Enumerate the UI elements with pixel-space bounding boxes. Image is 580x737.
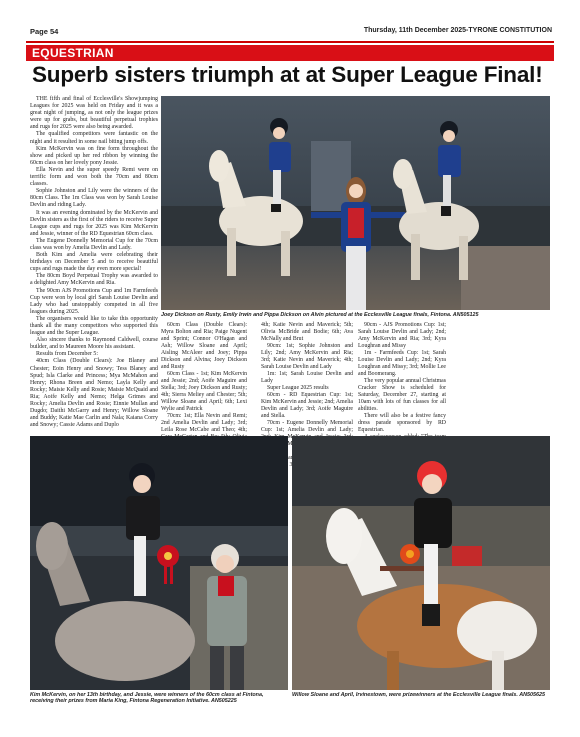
paragraph: Sophie Johnston and Lily were the winners of the 80cm Class. The 1m Class was won by Sarah Louise Devlin and riding Lady. [30, 188, 158, 209]
paragraph: The Eugene Donnelly Memorial Cup for the 70cm class was won by Amelia Devlin and Lady. [30, 237, 158, 251]
article-column-1 [30, 96, 158, 428]
paragraph: The very popular annual Christmas Cracker Show is scheduled for Saturday, December 27, starting at 10am with lots of fun classes for all abilities. [358, 378, 446, 412]
paragraph: 60cm - RD Equestrian Cup: 1st; Kim McKervin and Jessie; 2nd; Amelia Devlin and Lady; 3rd; Aoife Maguire and Stella. [261, 392, 353, 419]
paragraph: Results from December 5: [36, 351, 98, 358]
bottom-left-caption: Kim McKervin, on her 13th birthday, and Jessie, were winners of the 60cm class at Fintona, receiving their prizes from Maria King, Fintona Regeneration Initiative. AN505225 [30, 692, 264, 705]
paragraph: The 80cm Boyd Perpetual Trophy was awarded to a delighted Amy McKervin and Ria. [30, 273, 158, 287]
article-column-3 [261, 322, 353, 434]
header-rule [26, 41, 554, 43]
rider-pony-illustration [292, 436, 550, 690]
paragraph: Also sincere thanks to Raymond Caldwell, course builder, and to Maureen Moore his assistant. [30, 337, 158, 351]
paragraph: The organisers would like to take this opportunity thank all the many competitors who supported this league and the Super League. [30, 315, 158, 337]
paragraph: 90cm - AJS Promotions Cup: 1st; Sarah Louise Devlin and Lady; 2nd; Amy McKervin and Ria; 3rd; Kyra Loughran and Missy [358, 322, 446, 349]
paragraph: Ella Nevin and the super speedy Remi were on terrific form and won both the 70cm and 80cm classes. [30, 166, 158, 188]
paragraph: 1m: 1st; Sarah Louise Devlin and Lady [261, 371, 353, 384]
article-column-4 [358, 322, 446, 434]
paragraph: THE fifth and final of Ecclesville's Showjumping Leagues for 2025 was held on Friday and it was a great night of jumping, as not only the league prizes were up for grabs, but beautiful perpetual trophies and rugs for 2025 were also being awarded. [30, 96, 158, 131]
section-banner [26, 45, 554, 61]
paragraph: There will also be a festive fancy dress parade sponsored by RD Equestrian. [358, 413, 446, 433]
paragraph: It was an evening dominated by the McKervin and Devlin sisters as the first of the riders to receive Super League cups and rugs for 2025 was Kim McKervin and Jessie, winner of the RD Equestrian 60cm class. [30, 209, 158, 237]
publication-line: Thursday, 11th December 2025-TYRONE CONSTITUTION [363, 27, 552, 34]
rider-award-illustration [30, 436, 288, 690]
bottom-left-photo [30, 436, 288, 690]
paragraph: 40cm Class (Double Clears): Joe Blaney and Chester; Eoin Henry and Snowy; Tess Blaney and Spud; Isla Clarke and Princess; Mya McMahon and Henry; Rhona Breen and Nemo; Layla Kelly and Rocky; Maisie Kelly and Rosie; Maisie McQuaid and Ria; Aoife Kelly and Nemo; Helga Grimes and Rocky; Amelia Devlin and Rosie; Einnie Mullan and Dugdo; Daithi McGarry and Henry; Willow Sloane and Buddy; Katie Mae Carlin and Nala; Kaiana Corry and Snowy; Cassie Adams and Duplo [30, 358, 158, 429]
paragraph: 70cm - Eugene Donnelly Memorial Cup: 1st; Amelia Devlin and Lady; [261, 420, 353, 433]
bottom-right-caption: Willow Sloane and April, Irvinestown, were prizewinners at the Ecclesville League finals. AN505625 [292, 692, 545, 698]
paragraph: The qualified competitors were fantastic on the night and it resulted in some nail biting jump offs. [30, 131, 158, 145]
paragraph: Super League 2025 results [267, 385, 329, 391]
headline: Superb sisters triumph at at Super League Final! [32, 62, 543, 87]
paragraph: Kim McKervin was on fine form throughout the show and picked up her red ribbon by winning the 60cm class on her lovely pony Jessie. [30, 145, 158, 166]
bottom-right-photo [292, 436, 550, 690]
top-photo [161, 96, 550, 310]
section-label: EQUESTRIAN [32, 46, 114, 60]
paragraph: 60cm Class - 1st; Kim McKervin and Jessie; 2nd; Aoife Maguire and Stella; 3rd; Joey Dickson and Rusty; 4th; Sierra Meliey and Chester; 5th; Willow Sloane and April; 6th; Lexi Wylie and Patrick [161, 371, 247, 412]
paragraph: 70cm: 1st; Ella Nevin and Remi; 2nd Amelia Devlin and Lady; 3rd; Leila Rose McCabe and Theo; 4th; [161, 413, 247, 433]
paragraph: 90cm: 1st; Sophie Johnston and Lily; 2nd; Amy McKervin and Ria; 3rd; Katie Nevin and Maverick; 4th; Sarah Louise Devlin and Lady [261, 343, 353, 370]
paragraph: Both Kim and Amelia were celebrating their birthdays on December 5 and to receive beautiful cups and rugs made the day even more special! [30, 252, 158, 273]
paragraph: The 90cm AJS Promotions Cup and 1m Farmfeeds Cup were won by local girl Sarah Louise Devlin and Lady who had unstoppably competed in all five leagues during 2025. [30, 287, 158, 315]
riders-ponies-illustration [161, 96, 550, 310]
paragraph: 1m - Farmfeeds Cup: 1st; Sarah Louise Devlin and Lady; 2nd; Kyra Loughran and Missy; 3rd; Mollie Lee and Boomerang. [358, 350, 446, 377]
page-number: Page 54 [30, 27, 59, 36]
paragraph: 60cm Class (Double Clears): Myra Bolton and Ria; Paige Nugent and Sprint; Connor O'Hagan and Ash; Willow Sloane and April; Aisling McAleer and Joey; Pippa Dickson and Alvina; Joey Dickson and Rusty [161, 322, 247, 370]
top-photo-caption: Joey Dickson on Rusty, Emily Irwin and Pippa Dickson on Alvin pictured at the Ecclesville League finals, Fintona. AN505125 [161, 312, 479, 318]
article-column-2 [161, 322, 247, 434]
paragraph: 4th; Katie Nevin and Maverick; 5th; Olivia McBride and Bodie; 6th; Ava McNally and Brut [261, 322, 353, 342]
